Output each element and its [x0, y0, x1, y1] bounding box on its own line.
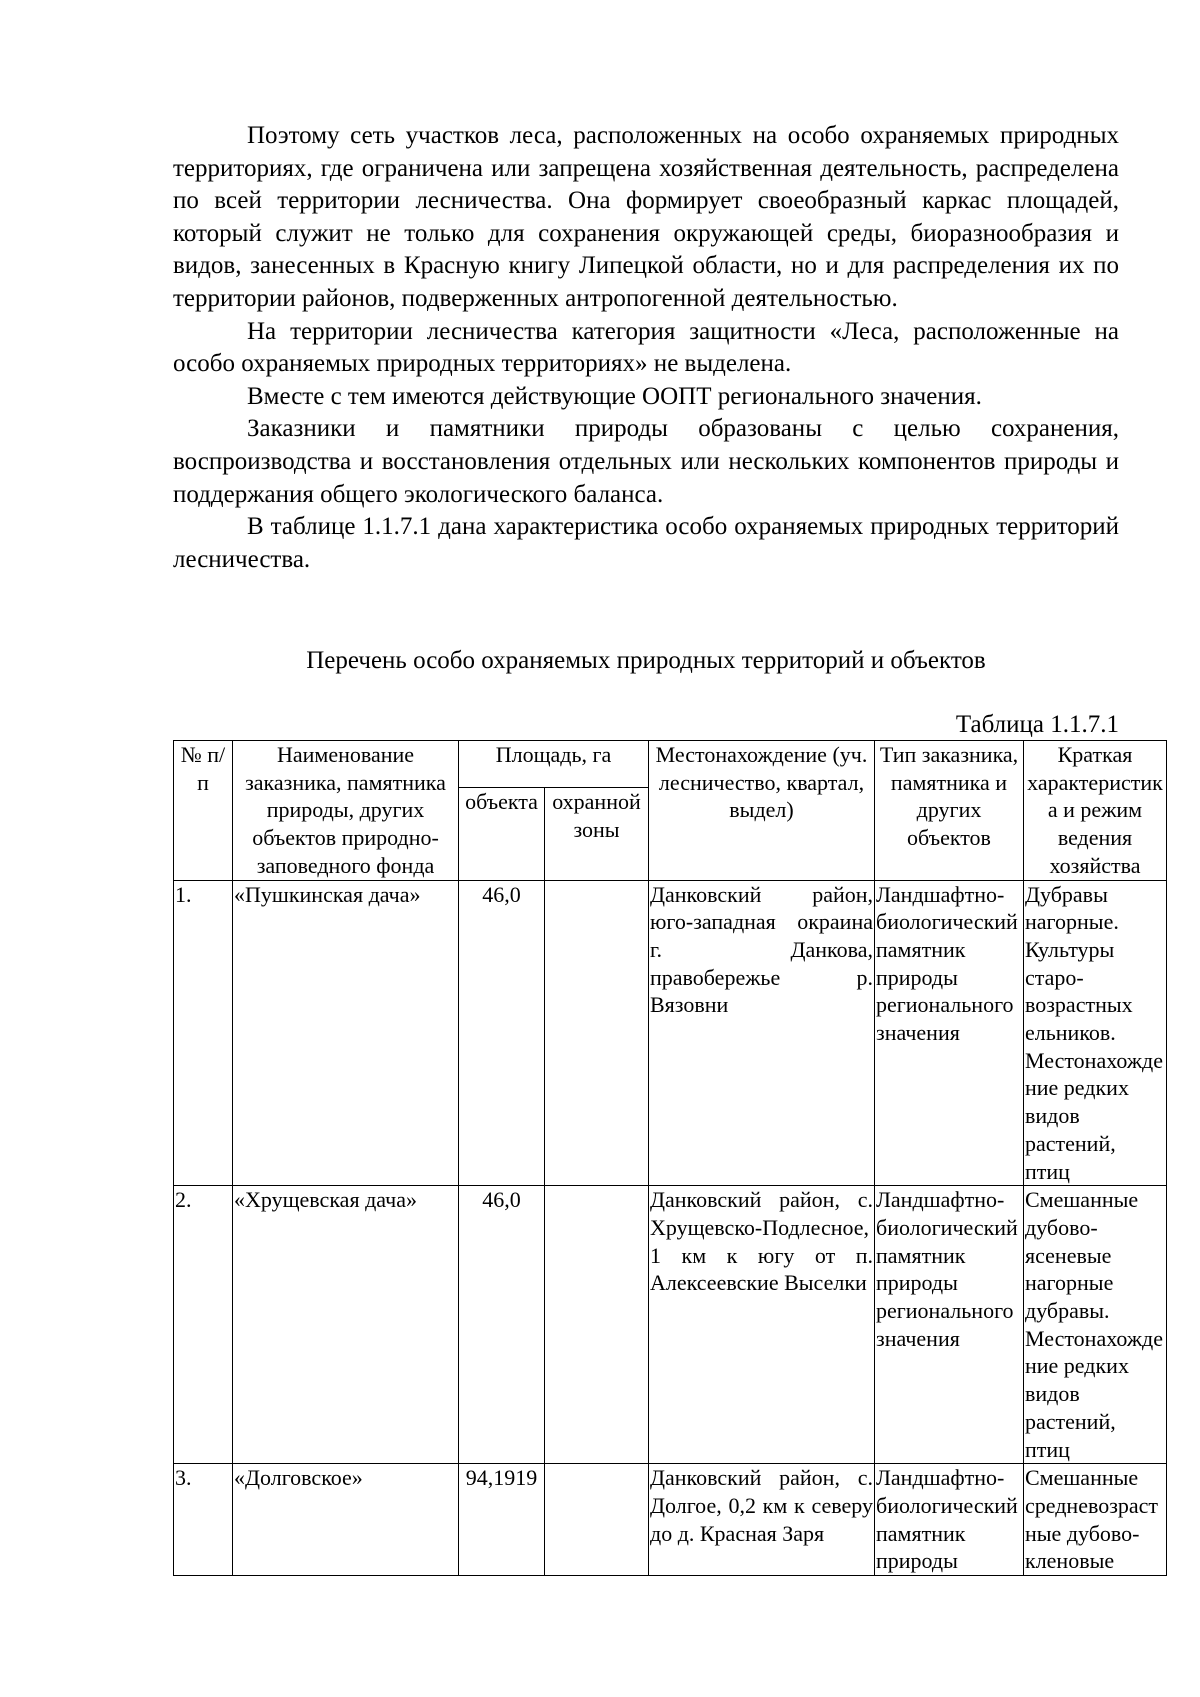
paragraph-5: В таблице 1.1.7.1 дана характеристика особо охраняемых природных территорий лесничества. — [173, 513, 1119, 573]
row-location: Данковский район, с. Хрущевско-Подлесное, 1 км к югу от п. Алексеевские Выселки — [649, 1186, 875, 1464]
row-type: Ландшафтно-биологический памятник природы регионального значения — [875, 880, 1024, 1186]
header-num: № п/п — [174, 741, 233, 881]
body-text — [173, 120, 1119, 576]
row-characteristic: Смешанные средневозрастные дубово-кленовые — [1024, 1464, 1167, 1576]
row-num: 2. — [174, 1186, 233, 1464]
row-num: 1. — [174, 880, 233, 1186]
row-type: Ландшафтно-биологический памятник природы — [875, 1464, 1024, 1576]
table-label: Таблица 1.1.7.1 — [955, 711, 1119, 738]
header-location: Местонахождение (уч. лесничество, квартал, выдел) — [649, 741, 875, 881]
header-characteristic: Краткая характеристика и режим ведения хозяйства — [1024, 741, 1167, 881]
paragraph-1: Поэтому сеть участков леса, расположенных на особо охраняемых природных территориях, где ограничена или запрещена хозяйственная деятельность, распределена по всей территории лесничества. Она формирует своеобразный каркас площадей, который служит не только для сохранения окружающей среды, биоразнообразия и видов, занесенных в Красную книгу Липецкой области, но и для распределения их по территории районов, подверженных антропогенной деятельностью. — [173, 122, 1119, 312]
row-area-zone — [545, 880, 649, 1186]
row-type: Ландшафтно-биологический памятник природы регионального значения — [875, 1186, 1024, 1464]
header-row — [174, 741, 1167, 788]
header-type: Тип заказника, памятника и других объектов — [875, 741, 1024, 881]
oopt-table — [173, 740, 1167, 1576]
row-area-zone — [545, 1186, 649, 1464]
row-characteristic: Смешанные дубово-ясеневые нагорные дубравы. Местонахождение редких видов растений, птиц — [1024, 1186, 1167, 1464]
row-area-object: 46,0 — [459, 1186, 545, 1464]
row-area-object: 46,0 — [459, 880, 545, 1186]
row-name: «Долговское» — [233, 1464, 459, 1576]
row-location: Данковский район, с. Долгое, 0,2 км к северу до д. Красная Заря — [649, 1464, 875, 1576]
row-characteristic: Дубравы нагорные. Культуры старо-возрастных ельников. Местонахождение редких видов растений, птиц — [1024, 880, 1167, 1186]
paragraph-3: Вместе с тем имеются действующие ООПТ регионального значения. — [247, 382, 982, 410]
row-area-zone — [545, 1464, 649, 1576]
table-row — [174, 1464, 1167, 1576]
row-name: «Пушкинская дача» — [233, 880, 459, 1186]
row-area-object: 94,1919 — [459, 1464, 545, 1576]
paragraph-4: Заказники и памятники природы образованы с целью сохранения, воспроизводства и восстановления отдельных или нескольких компонентов природы и поддержания общего экологического баланса. — [173, 415, 1119, 508]
header-area-object: объекта — [459, 788, 545, 880]
table-caption: Перечень особо охраняемых природных территорий и объектов — [306, 647, 986, 674]
row-num: 3. — [174, 1464, 233, 1576]
row-name: «Хрущевская дача» — [233, 1186, 459, 1464]
header-area-zone: охранной зоны — [545, 788, 649, 880]
header-area: Площадь, га — [459, 741, 649, 788]
row-location: Данковский район, юго-западная окраина г. Данкова, правобережье р. Вязовни — [649, 880, 875, 1186]
header-name: Наименование заказника, памятника природы, других объектов природно-заповедного фонда — [233, 741, 459, 881]
table-row — [174, 880, 1167, 1186]
paragraph-2: На территории лесничества категория защитности «Леса, расположенные на особо охраняемых природных территориях» не выделена. — [173, 317, 1119, 378]
table-row — [174, 1186, 1167, 1464]
